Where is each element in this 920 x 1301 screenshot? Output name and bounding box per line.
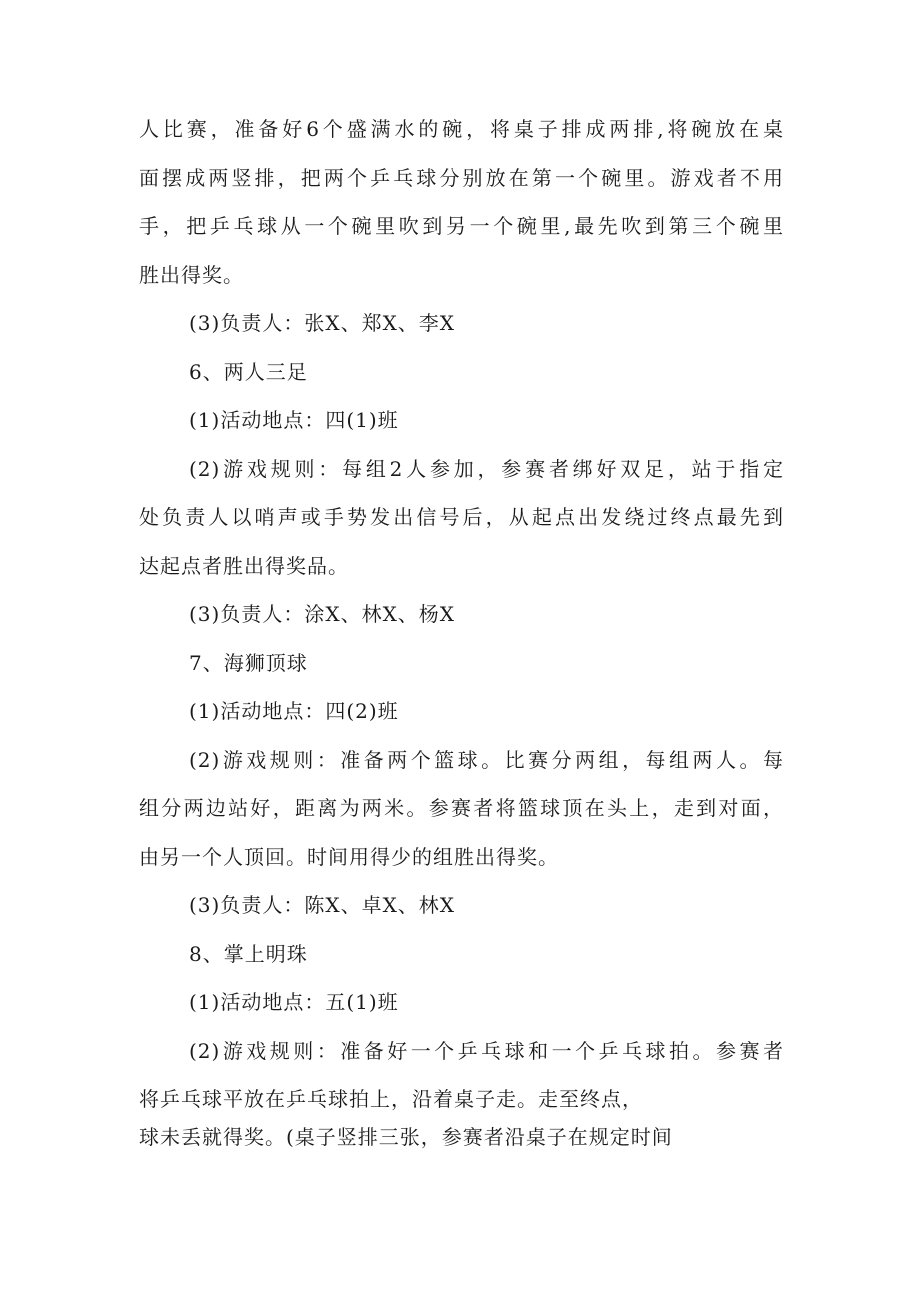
paragraph-line: 胜出得奖。 [139,263,244,287]
person-in-charge-line: (3)负责人：张X、郑X、李X [189,311,456,335]
paragraph-line: 达起点者胜出得奖品。 [139,554,349,578]
rules-line: (2)游戏规则：每组2人参加，参赛者绑好双足，站于指定 [189,457,784,481]
rules-line: (2)游戏规则：准备好一个乒乓球和一个乒乓球拍。参赛者 [189,1039,784,1063]
paragraph-line: 将乒乓球平放在乒乓球拍上，沿着桌子走。走至终点， [139,1087,643,1111]
paragraph-line: 面摆成两竖排，把两个乒乓球分别放在第一个碗里。游戏者不用 [139,166,784,190]
paragraph-line: 由另一个人顶回。时间用得少的组胜出得奖。 [139,845,559,869]
location-line: (1)活动地点：五(1)班 [189,990,399,1014]
section-heading: 7、海狮顶球 [189,651,308,675]
section-heading: 6、两人三足 [189,360,308,384]
paragraph-line: 手，把乒乓球从一个碗里吹到另一个碗里,最先吹到第三个碗里 [139,214,784,238]
paragraph-line: 处负责人以哨声或手势发出信号后，从起点出发绕过终点最先到 [139,505,784,529]
rules-line: (2)游戏规则：准备两个篮球。比赛分两组，每组两人。每 [189,748,784,772]
person-in-charge-line: (3)负责人：涂X、林X、杨X [189,602,456,626]
paragraph-line: 组分两边站好，距离为两米。参赛者将篮球顶在头上，走到对面， [139,796,784,820]
section-heading: 8、掌上明珠 [189,942,308,966]
location-line: (1)活动地点：四(1)班 [189,408,399,432]
paragraph-line: 人比赛，准备好6个盛满水的碗，将桌子排成两排,将碗放在桌 [139,117,784,141]
location-line: (1)活动地点：四(2)班 [189,699,399,723]
person-in-charge-line: (3)负责人：陈X、卓X、林X [189,893,456,917]
paragraph-line: 球未丢就得奖。(桌子竖排三张，参赛者沿桌子在规定时间 [139,1125,673,1149]
